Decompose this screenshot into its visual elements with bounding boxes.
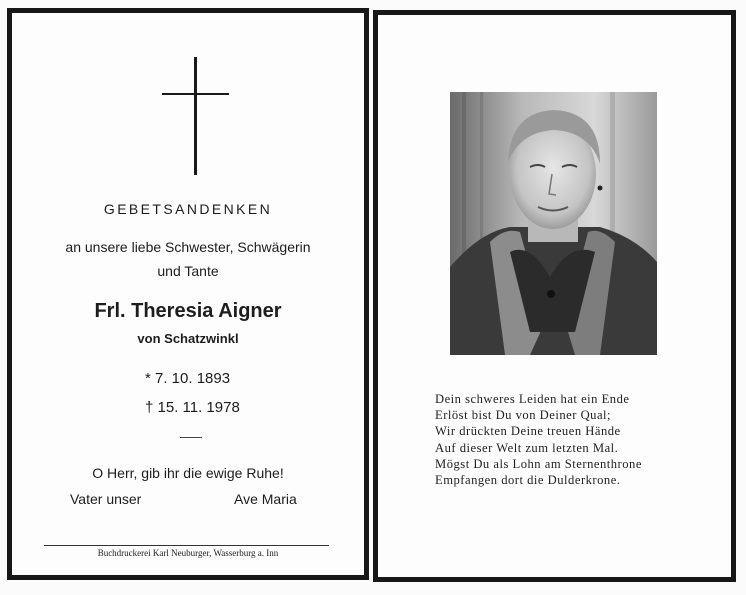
poem-line: Auf dieser Welt zum letzten Mal. — [435, 440, 619, 455]
poem-line: Mögst Du als Lohn am Sternenthrone — [435, 456, 642, 471]
poem-line: Empfangen dort die Dulderkrone. — [435, 472, 621, 487]
left-card — [7, 8, 369, 580]
deceased-name: Frl. Theresia Aigner — [94, 300, 282, 322]
portrait-photo — [450, 92, 657, 355]
right-card — [373, 10, 736, 582]
poem-line: Dein schweres Leiden hat ein Ende — [435, 392, 630, 406]
prayer-vater-unser: Vater unser — [70, 491, 142, 507]
dedication-line-2: und Tante — [157, 263, 219, 279]
birth-date: * 7. 10. 1893 — [145, 370, 231, 387]
prayer-ave-maria: Ave Maria — [234, 491, 297, 507]
separator — [180, 437, 202, 438]
poem-line: Wir drückten Deine treuen Hände — [435, 424, 621, 439]
poem — [435, 391, 642, 488]
printer-credit: Buchdruckerei Karl Neuburger, Wasserburg a. Inn — [97, 548, 279, 558]
cross-icon-bar — [162, 93, 229, 95]
footer-rule — [44, 545, 329, 546]
dedication-line-1: an unsere liebe Schwester, Schwägerin — [65, 239, 311, 255]
poem-line: Erlöst bist Du von Deiner Qual; — [435, 408, 612, 423]
origin: von Schatzwinkl — [137, 331, 239, 346]
death-date: † 15. 11. 1978 — [145, 399, 240, 416]
prayer-line: O Herr, gib ihr die ewige Ruhe! — [92, 465, 284, 481]
cross-icon — [194, 57, 197, 175]
heading: GEBETSANDENKEN — [103, 201, 273, 217]
